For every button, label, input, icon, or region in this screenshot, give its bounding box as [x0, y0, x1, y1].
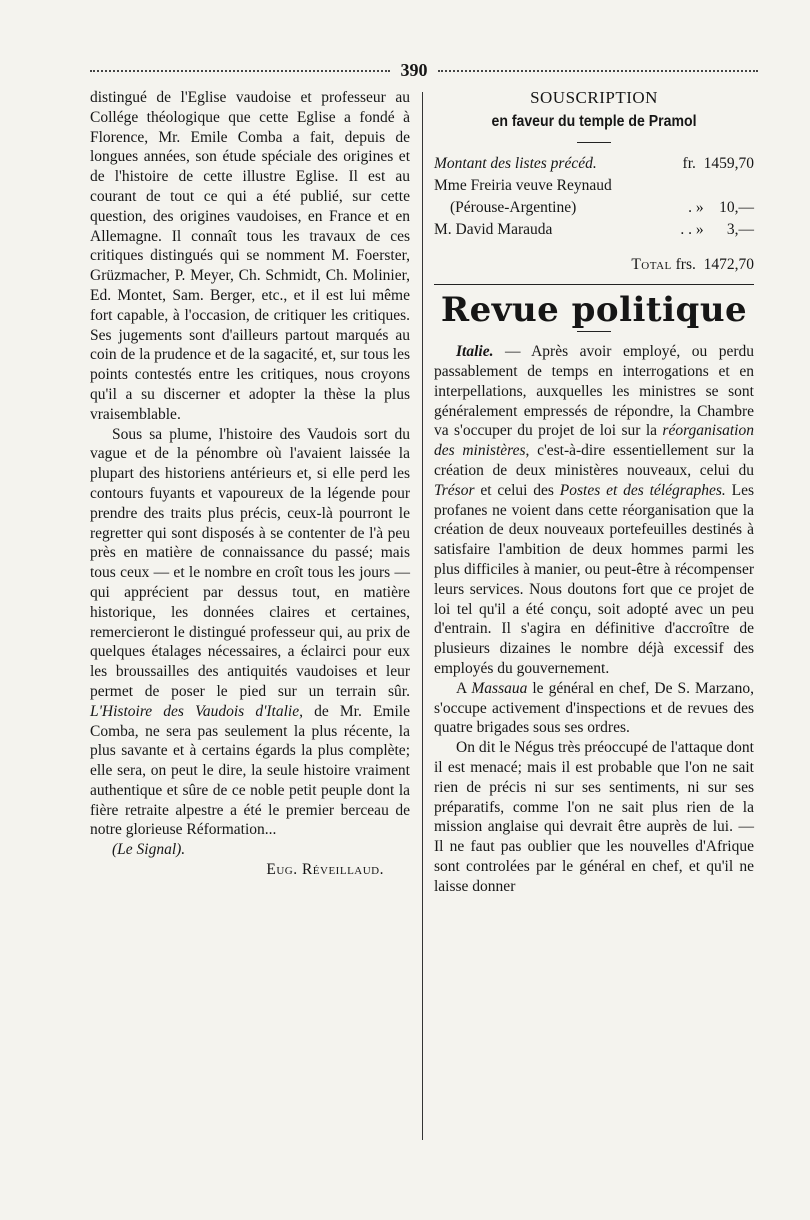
section-rule — [434, 284, 754, 285]
italic-phrase: Massaua — [471, 679, 528, 697]
entry-label: Montant des listes précéd. — [434, 154, 597, 172]
entry-mid: fr. — [682, 154, 696, 172]
paragraph-negus: On dit le Négus très préoccupé de l'attaque dont il est menacé; mais il est probable que l'on ne sait rien de précis ni sur ses sentiments, ni sur ses préparatifs, comme l'on ne sait plus rien de la mission anglaise qui devrait être auprès de lui. — Il ne faut pas oublier que les nouvelles d'Afrique sont controlées par le général en chef, et qu'il ne laisse donner — [434, 739, 754, 895]
paragraph-text: A — [456, 679, 472, 697]
paragraph-massaua — [434, 679, 754, 738]
paragraph-comba-history — [90, 425, 410, 841]
header-rule-left — [90, 70, 390, 72]
paragraph-text: de Mr. Emile Comba, ne sera pas seulement la plus récente, la plus savante et à certains égards la plus complète; elle sera, on peut le dire, la seule histoire vraiment authentique et sûre de ce noble petit peuple dont la fière retraite alpestre a été le premier berceau de notre glorieuse Réformation... — [90, 702, 410, 839]
paragraph-comba-intro: distingué de l'Eglise vaudoise et professeur au Collége théologique que cette Eglise a fondé à Florence, Mr. Emile Comba a fait, depuis de longues années, son étude spéciale des origines et de l'histoire de cette illustre Eglise. Il est au courant de tout ce qui a été publié, sur cette question, des origines vaudoises, en France et en Allemagne. Il connaît tous les travaux de ces critiques distingués qui se nomment M. Foerster, Grüzmacher, P. Meyer, Ch. Schmidt, Ch. Molinier, Ed. Montet, Sam. Berger, etc., et il est lui même fort capable, à l'occasion, de critiquer les critiques. Ses jugements sont d'ailleurs partout marqués au coin de la prudence et de la sagacité, et, sur tous les points contestés entre les critiques, nous croyons qu'il a su discerner et adopter la thèse la plus vraisemblable. — [90, 89, 410, 423]
subscription-total — [434, 255, 754, 275]
entry-label: Mme Freiria veuve Reynaud — [434, 176, 612, 194]
italic-phrase: Postes et des télégraphes. — [559, 481, 726, 499]
total-unit: frs. — [675, 255, 696, 273]
left-column — [90, 88, 410, 880]
page-header — [90, 60, 758, 82]
paragraph-text: et celui des — [474, 481, 560, 499]
entry-mid: . . » — [680, 220, 704, 238]
entry-mid: . » — [688, 198, 704, 216]
italic-phrase: Trésor — [434, 481, 475, 499]
entry-amount: 10,— — [719, 198, 754, 216]
header-rule-right — [438, 70, 758, 72]
short-rule — [577, 142, 611, 143]
book-title: L'Histoire des Vaudois d'Italie, — [90, 702, 303, 720]
country-lead: Italie. — [456, 343, 494, 361]
paragraph-text: Les profanes ne voient dans cette réorganisation que la création de deux nouveaux portefeuilles destinés à satisfaire l'ambition de deux hommes parmi les plus difficiles à manier, ou peut-être à récompenser leurs services. Nous doutons fort que ce projet de loi tel qu'il a été conçu, soit adopté avec un peu d'entrain. Il s'agira en définitive d'accroître de plusieurs dizaines le nombre déjà excessif des employés du gouvernement. — [434, 481, 754, 677]
short-rule — [577, 331, 611, 332]
total-amount: 1472,70 — [703, 255, 754, 273]
subscription-entry — [434, 219, 754, 241]
paragraph-text: le général en chef, De S. Marzano, s'occupe activement d'inspections et de revues des quatre brigades sous ses ordres. — [434, 679, 755, 737]
right-column — [434, 88, 754, 897]
revue-politique-title: Revue politique — [440, 290, 748, 331]
author-signature: Eug. Réveillaud. — [266, 861, 384, 879]
source-attribution: (Le Signal). — [112, 841, 186, 859]
subscription-entry — [434, 197, 754, 219]
column-divider — [422, 92, 423, 1140]
paragraph-italie — [434, 342, 754, 679]
italic-phrase: réorganisation des ministères — [434, 422, 754, 460]
total-label: Total — [631, 255, 672, 273]
paragraph-text: , c'est-à-dire essentiellement sur la création de deux ministères nouveaux, celui du — [434, 442, 754, 479]
subscription-entry — [434, 153, 754, 175]
entry-amount: 1459,70 — [703, 154, 754, 172]
entry-amount: 3,— — [726, 220, 754, 238]
subscription-entry — [434, 175, 754, 197]
subscription-title: SOUSCRIPTION — [530, 88, 658, 107]
paragraph-text: Sous sa plume, l'histoire des Vaudois sort du vague et de la pénombre où l'avaient laissée la plupart des historiens antérieurs et, si elle perd les contours fuyants et vapoureux de la légende pour prendre des traits plus précis, ceux-là pourront le regretter qui sont disposés à se contenter de l'à peu près en matière de connaissance du passé; mais tous ceux — et le nombre en croît tous les jours — qui apprécient par dessus tout, en matière historique, les données claires et certaines, remercieront le distingué professeur qui, au prix de quelques étalages nécessaires, a éclairci pour eux les broussailles des antiquités vaudoises et leur permet de poser le pied sur un terrain sûr. — [90, 425, 410, 700]
entry-label: M. David Marauda — [434, 220, 553, 238]
page-number: 390 — [400, 60, 428, 80]
paragraph-text: — Après avoir employé, ou perdu passablement de temps en interrogations et en interpellations, auxquelles les ministres se sont généralement empressés de répondre, la Chambre va s'occuper du projet de loi sur la — [434, 343, 754, 440]
subscription-subtitle: en faveur du temple de Pramol — [491, 112, 697, 130]
entry-label: (Pérouse-Argentine) — [450, 198, 577, 216]
